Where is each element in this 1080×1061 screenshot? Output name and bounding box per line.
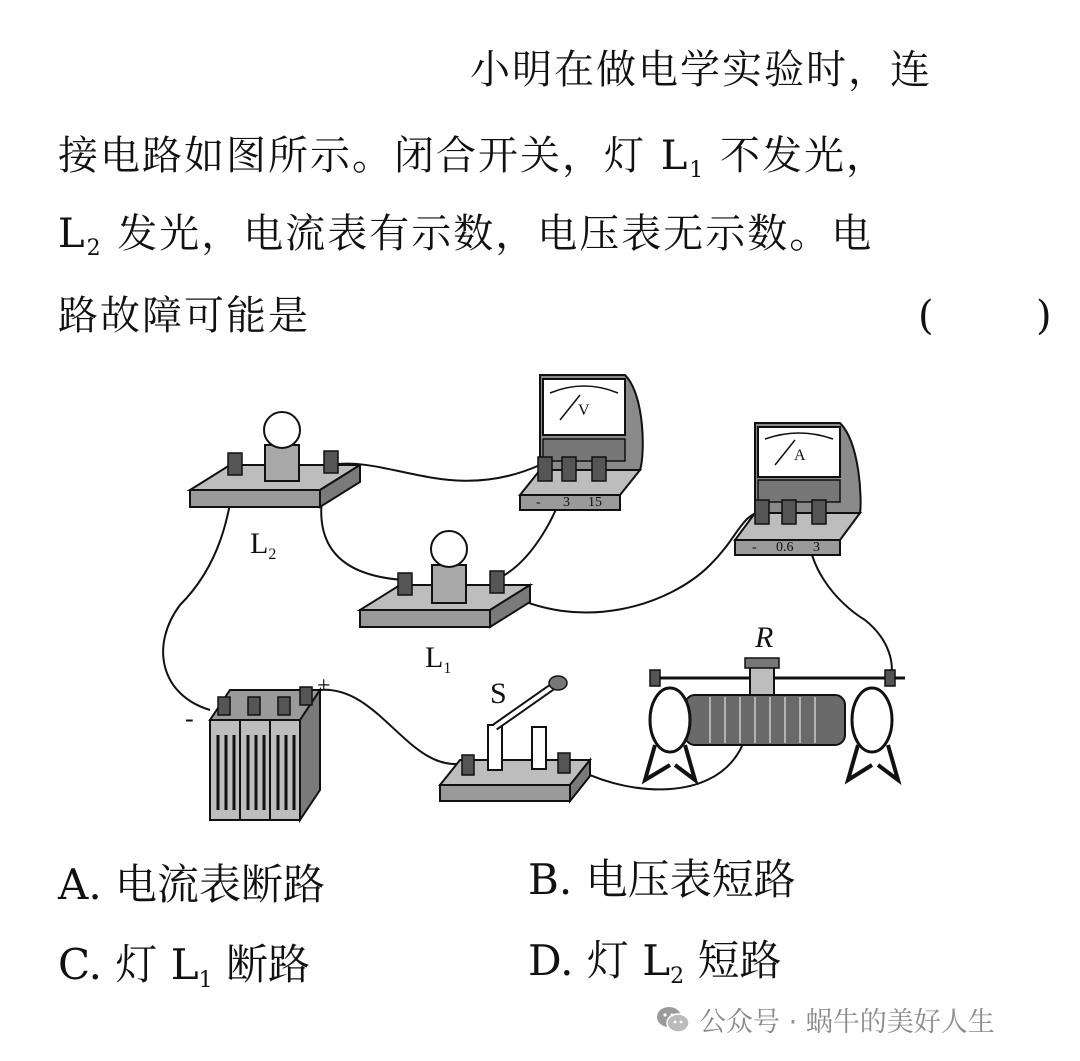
option-d-pre: D. 灯 L <box>528 936 671 985</box>
terminal-l2-right <box>324 451 338 473</box>
question-line-3 <box>58 210 873 273</box>
answer-paren-close: ) <box>1036 293 1052 339</box>
terminal-l1-left <box>398 573 412 595</box>
option-c-sub: 1 <box>198 968 213 993</box>
question-line-3-pre: L <box>58 211 87 257</box>
voltmeter-terminal-15: 15 <box>588 495 602 510</box>
ammeter-symbol: A <box>794 447 806 464</box>
option-d[interactable] <box>528 936 781 1002</box>
terminal-rheostat-right <box>885 670 895 686</box>
circuit-diagram <box>150 365 920 835</box>
option-a[interactable]: A. 电流表断路 <box>58 860 326 909</box>
wire-l1-ammeter <box>500 510 765 612</box>
option-d-sub: 2 <box>670 964 685 989</box>
wire-battery-switch <box>320 690 465 764</box>
question-line-3-sub: 2 <box>86 236 103 261</box>
terminal-voltmeter-15 <box>592 457 606 481</box>
label-l2: $L_2$ <box>250 527 277 563</box>
option-b[interactable]: B. 电压表短路 <box>528 855 796 904</box>
terminal-rheostat-left <box>650 670 660 686</box>
terminal-ammeter-3 <box>812 500 826 524</box>
question-line-2-sub: 1 <box>689 158 706 183</box>
ammeter-terminal-06: 0.6 <box>776 540 794 555</box>
ammeter <box>735 423 861 555</box>
battery <box>185 673 331 820</box>
watermark-text: 公众号 · 蜗牛的美好人生 <box>699 1007 995 1038</box>
question-line-4: 路故障可能是 <box>58 293 310 339</box>
label-r: R <box>755 621 774 654</box>
watermark <box>655 1000 995 1039</box>
switch-s <box>440 676 590 801</box>
terminal-voltmeter-minus <box>538 457 552 481</box>
option-c-post: 断路 <box>212 940 310 989</box>
question-line-3-post: 发光，电流表有示数，电压表无示数。电 <box>102 211 874 257</box>
voltmeter-terminal-minus: - <box>536 495 541 510</box>
question-line-2-pre: 接电路如图所示。闭合开关，灯 L <box>58 133 690 179</box>
answer-paren-open: ( <box>918 293 934 339</box>
voltmeter-symbol: V <box>578 402 590 419</box>
terminal-l2-left <box>228 453 242 475</box>
label-l1: $L_1$ <box>425 641 452 677</box>
wechat-icon <box>655 1005 691 1035</box>
label-s: S <box>490 677 507 710</box>
terminal-switch-left <box>462 755 474 775</box>
ammeter-terminal-minus: - <box>752 540 757 555</box>
terminal-switch-right <box>558 753 570 773</box>
terminal-battery-minus <box>218 697 230 715</box>
terminal-voltmeter-3 <box>562 457 576 481</box>
terminal-battery-plus <box>300 687 312 705</box>
option-c[interactable] <box>58 940 310 1006</box>
lamp-l1 <box>360 531 530 627</box>
battery-minus-label: - <box>185 704 194 733</box>
question-line-1: 小明在做电学实验时，连 <box>470 47 932 93</box>
option-d-post: 短路 <box>684 936 782 985</box>
rheostat-r <box>645 658 905 780</box>
voltmeter <box>520 375 643 510</box>
terminal-ammeter-minus <box>755 500 769 524</box>
terminal-l1-right <box>490 571 504 593</box>
wire-l2-voltmeter <box>330 464 540 481</box>
question-line-2-post: 不发光， <box>705 133 888 179</box>
ammeter-terminal-3: 3 <box>813 540 820 555</box>
terminal-ammeter-06 <box>782 500 796 524</box>
question-line-2 <box>58 132 888 195</box>
lamp-l2 <box>190 412 360 507</box>
voltmeter-terminal-3: 3 <box>563 495 570 510</box>
battery-plus-label: + <box>317 673 331 699</box>
option-c-pre: C. 灯 L <box>58 940 199 989</box>
